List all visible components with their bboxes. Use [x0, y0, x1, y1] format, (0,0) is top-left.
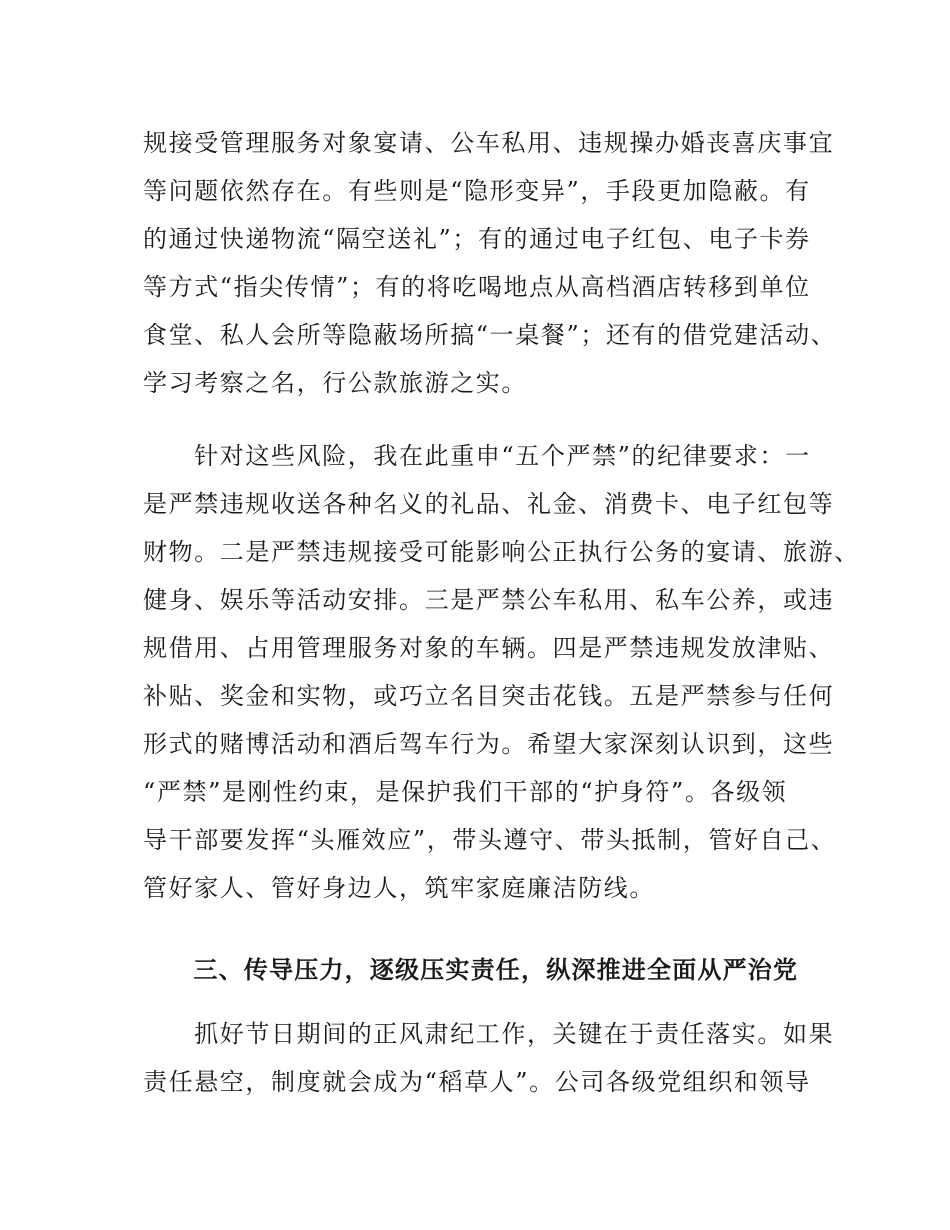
paragraph-line: 规借用、占用管理服务对象的车辆。四是严禁违规发放津贴、: [143, 634, 835, 662]
paragraph-line: 导干部要发挥“头雁效应”，带头遵守、带头抵制，管好自己、: [143, 826, 837, 854]
paragraph-line: 补贴、奖金和实物，或巧立名目突击花钱。五是严禁参与任何: [143, 682, 835, 710]
paragraph-line: 学习考察之名，行公款旅游之实。: [143, 369, 527, 397]
paragraph-line: 针对这些风险，我在此重申“五个严禁”的纪律要求：一: [143, 442, 811, 470]
paragraph-line: 抓好节日期间的正风肃纪工作，关键在于责任落实。如果: [143, 1020, 835, 1048]
paragraph-line: 管好家人、管好身边人，筑牢家庭廉洁防线。: [143, 874, 655, 902]
paragraph-line: 形式的赌博活动和酒后驾车行为。希望大家深刻认识到，这些: [143, 730, 835, 758]
paragraph-line: 责任悬空，制度就会成为“稻草人”。公司各级党组织和领导: [143, 1068, 811, 1096]
paragraph-line: 等方式“指尖传情”；有的将吃喝地点从高档酒店转移到单位: [143, 273, 811, 301]
paragraph-line: 规接受管理服务对象宴请、公车私用、违规操办婚丧喜庆事宜: [143, 129, 835, 157]
paragraph-line: 食堂、私人会所等隐蔽场所搞“一桌餐”；还有的借党建活动、: [143, 321, 837, 349]
paragraph-3: [143, 1010, 835, 1106]
paragraph-line: 的通过快递物流“隔空送礼”；有的通过电子红包、电子卡券: [143, 225, 811, 253]
paragraph-line: 财物。二是严禁违规接受可能影响公正执行公务的宴请、旅游、: [143, 538, 860, 566]
section-heading-text: 三、传导压力，逐级压实责任，纵深推进全面从严治党: [143, 956, 799, 984]
paragraph-2: [143, 432, 860, 912]
paragraph-line: 等问题依然存在。有些则是“隐形变异”，手段更加隐蔽。有: [143, 177, 811, 205]
paragraph-line: 是严禁违规收送各种名义的礼品、礼金、消费卡、电子红包等: [143, 490, 835, 518]
paragraph-line: 健身、娱乐等活动安排。三是严禁公车私用、私车公养，或违: [143, 586, 835, 614]
paragraph-1: [143, 119, 837, 407]
section-heading: [143, 946, 823, 994]
paragraph-line: “严禁”是刚性约束，是保护我们干部的“护身符”。各级领: [143, 778, 788, 806]
